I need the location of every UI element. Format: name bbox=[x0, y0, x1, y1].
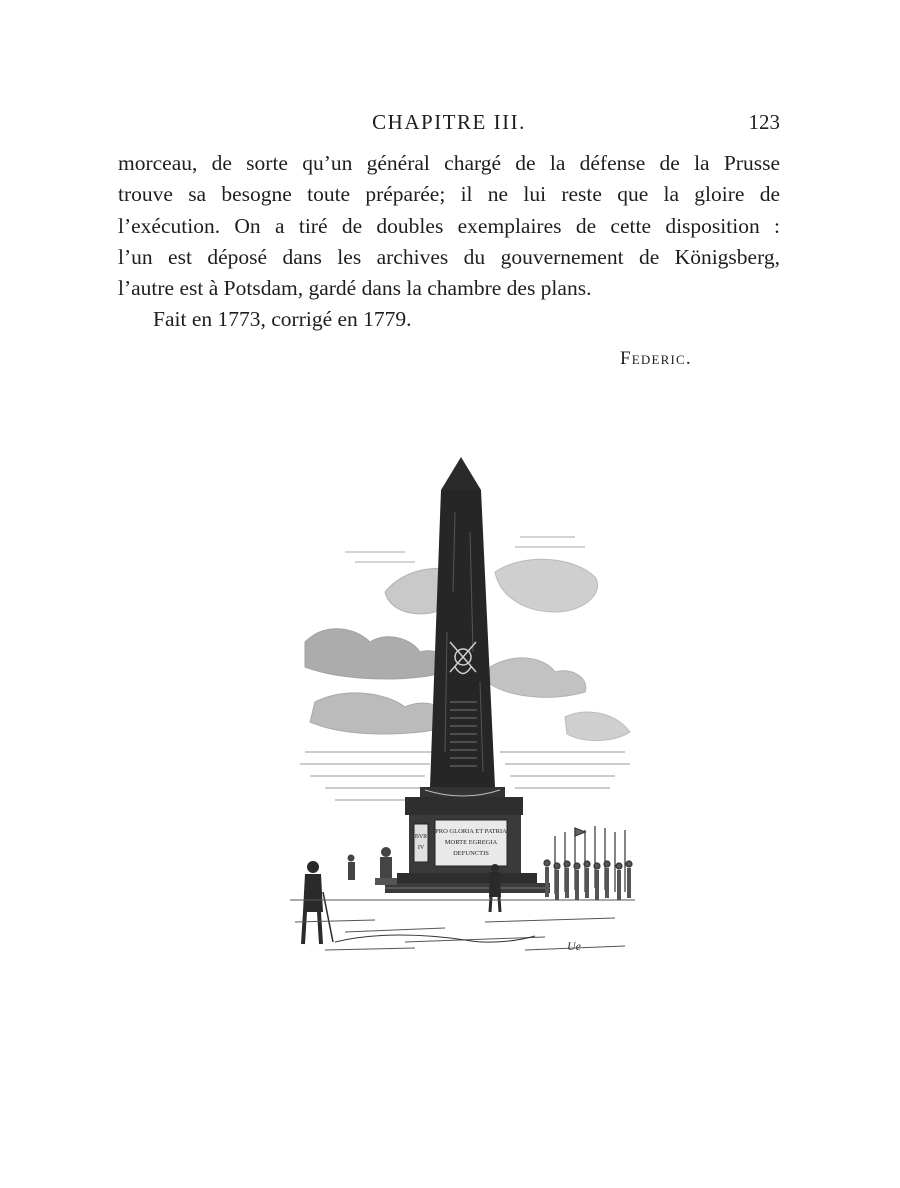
chapter-title: CHAPITRE III. bbox=[372, 110, 526, 134]
pedestal bbox=[385, 787, 550, 893]
statues bbox=[348, 847, 398, 885]
side-plaque-line: IV bbox=[417, 845, 425, 851]
ground bbox=[290, 900, 635, 950]
main-plaque-line: DEFUNCTIS bbox=[453, 850, 489, 857]
text-line: l’autre est à Potsdam, gardé dans la chambre des plans. bbox=[118, 276, 592, 301]
obelisk bbox=[430, 457, 495, 787]
obelisk-engraving bbox=[285, 452, 640, 957]
artist-mark: Ue bbox=[567, 939, 581, 953]
running-head bbox=[118, 108, 780, 138]
page-number: 123 bbox=[748, 110, 780, 134]
marching-soldiers bbox=[544, 826, 632, 900]
main-plaque-line: MORTE EGREGIA bbox=[444, 839, 498, 846]
text-line: l’exécution. On a tiré de doubles exemplaires de cette disposition : bbox=[118, 213, 780, 238]
text-line: l’un est déposé dans les archives du gouvernement de Königsberg, bbox=[118, 244, 780, 269]
main-plaque-line: PRO GLORIA ET PATRIA bbox=[435, 828, 507, 835]
signature: Federic. bbox=[620, 348, 692, 369]
side-plaque-line: BVR bbox=[414, 834, 428, 840]
body-paragraph bbox=[118, 148, 780, 336]
date-line: Fait en 1773, corrigé en 1779. bbox=[153, 307, 412, 332]
text-line: trouve sa besogne toute préparée; il ne lui reste que la gloire de bbox=[118, 182, 780, 207]
text-line: morceau, de sorte qu’un général chargé de la défense de la Prusse bbox=[118, 151, 780, 175]
